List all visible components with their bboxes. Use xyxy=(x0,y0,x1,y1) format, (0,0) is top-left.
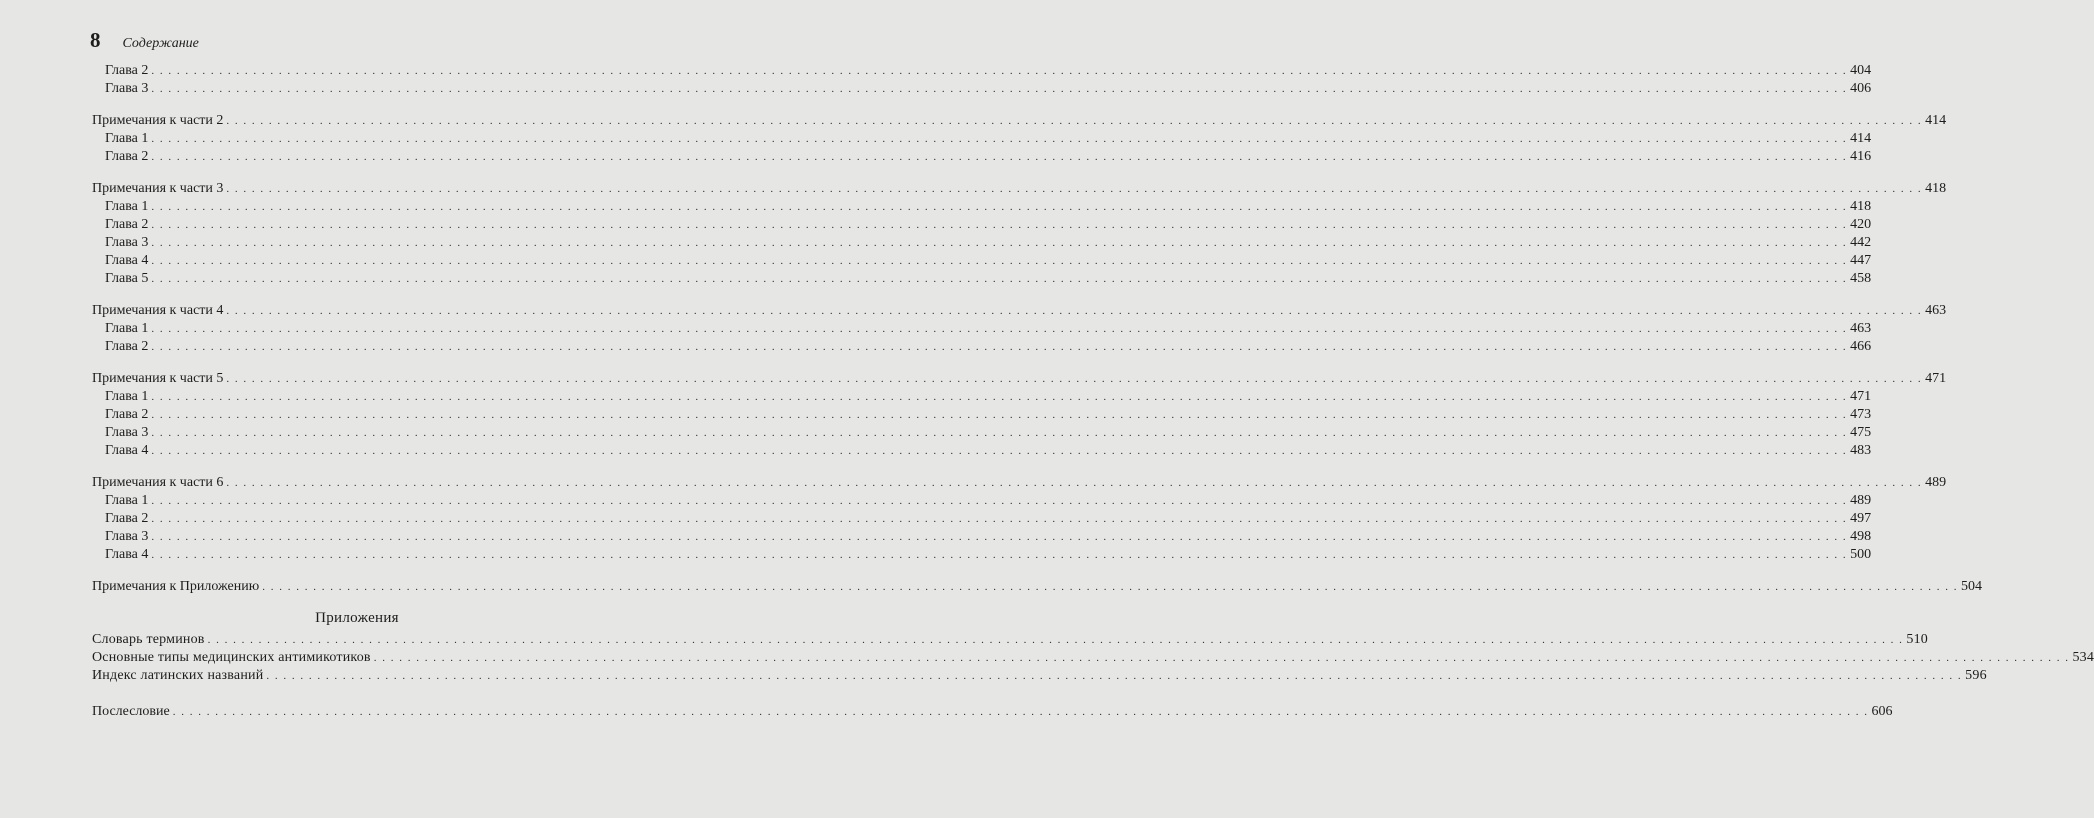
toc-entry-label: Индекс латинских названий xyxy=(92,668,264,683)
toc-entry-label: Глава 3 xyxy=(105,425,149,440)
toc-chapter-entry xyxy=(92,234,1872,252)
toc-entry-label: Словарь терминов xyxy=(92,632,205,647)
toc-page-number: 497 xyxy=(1850,511,1872,526)
toc-part-heading xyxy=(92,112,1947,130)
dot-leader: . . . . . . . . . . . . . . . . . . . . . . . . . . . . . . . . . . . . . . . . . . . . . . . . . . . . . . . . . . . . . . . . . . . . . . . . . . . . . . . . . . . . . . . . . . . . . . . . . . . . . . . . . . . . . . . . . . . . . . . . . . . . . . . . . . . . . . . . . . . . . . . . . . . . . . . . . . . . . . . . . . . . . . . . . . . . . . . . . . . . . . . . . . . . . . . . . . . . . . . . xyxy=(151,513,1848,525)
appendix-entry xyxy=(92,649,2094,667)
dot-leader: . . . . . . . . . . . . . . . . . . . . . . . . . . . . . . . . . . . . . . . . . . . . . . . . . . . . . . . . . . . . . . . . . . . . . . . . . . . . . . . . . . . . . . . . . . . . . . . . . . . . . . . . . . . . . . . . . . . . . . . . . . . . . . . . . . . . . . . . . . . . . . . . . . . . . . . . . . . . . . . . . . . . . . . . . . . . . . . . . . . . . . . . . . . . . . . . . . . . . . . . xyxy=(226,305,1923,317)
toc-page-number: 420 xyxy=(1850,217,1872,232)
afterword-entry xyxy=(92,703,1893,721)
toc-chapter-entry xyxy=(92,216,1872,234)
toc-page-number: 489 xyxy=(1925,475,1947,490)
dot-leader: . . . . . . . . . . . . . . . . . . . . . . . . . . . . . . . . . . . . . . . . . . . . . . . . . . . . . . . . . . . . . . . . . . . . . . . . . . . . . . . . . . . . . . . . . . . . . . . . . . . . . . . . . . . . . . . . . . . . . . . . . . . . . . . . . . . . . . . . . . . . . . . . . . . . . . . . . . . . . . . . . . . . . . . . . . . . . . . . . . . . . . . . . . . . . . . . . . . . . . . . xyxy=(151,391,1848,403)
toc-chapter-entry xyxy=(92,406,1872,424)
toc-entry-label: Примечания к части 2 xyxy=(92,113,224,128)
toc-entry-label: Послесловие xyxy=(92,704,170,719)
toc-page-number: 510 xyxy=(1906,632,1928,647)
toc-group xyxy=(92,302,1947,356)
table-of-contents xyxy=(92,62,2094,721)
toc-page-number: 534 xyxy=(2072,650,2094,665)
toc-entry-label: Глава 2 xyxy=(105,217,149,232)
dot-leader: . . . . . . . . . . . . . . . . . . . . . . . . . . . . . . . . . . . . . . . . . . . . . . . . . . . . . . . . . . . . . . . . . . . . . . . . . . . . . . . . . . . . . . . . . . . . . . . . . . . . . . . . . . . . . . . . . . . . . . . . . . . . . . . . . . . . . . . . . . . . . . . . . . . . . . . . . . . . . . . . . . . . . . . . . . . . . . . . . . . . . . . . . . . . . . . . . . . . . . . . xyxy=(151,83,1848,95)
toc-entry-label: Глава 1 xyxy=(105,389,149,404)
dot-leader: . . . . . . . . . . . . . . . . . . . . . . . . . . . . . . . . . . . . . . . . . . . . . . . . . . . . . . . . . . . . . . . . . . . . . . . . . . . . . . . . . . . . . . . . . . . . . . . . . . . . . . . . . . . . . . . . . . . . . . . . . . . . . . . . . . . . . . . . . . . . . . . . . . . . . . . . . . . . . . . . . . . . . . . . . . . . . . . . . . . . . . . . . . . . . . . . . . . . . . . . xyxy=(226,373,1923,385)
dot-leader: . . . . . . . . . . . . . . . . . . . . . . . . . . . . . . . . . . . . . . . . . . . . . . . . . . . . . . . . . . . . . . . . . . . . . . . . . . . . . . . . . . . . . . . . . . . . . . . . . . . . . . . . . . . . . . . . . . . . . . . . . . . . . . . . . . . . . . . . . . . . . . . . . . . . . . . . . . . . . . . . . . . . . . . . . . . . . . . . . . . . . . . . . . . . . . . . . . . . . . . . xyxy=(151,549,1848,561)
toc-entry-label: Глава 3 xyxy=(105,81,149,96)
toc-group xyxy=(92,578,1982,596)
toc-entry-label: Примечания к Приложению xyxy=(92,579,260,594)
appendix-entry xyxy=(92,667,1987,685)
toc-page-number: 471 xyxy=(1850,389,1872,404)
toc-chapter-entry xyxy=(92,80,1872,98)
toc-entry-label: Примечания к части 4 xyxy=(92,303,224,318)
toc-chapter-entry xyxy=(92,442,1872,460)
toc-part-heading xyxy=(92,474,1947,492)
toc-page-number: 406 xyxy=(1850,81,1872,96)
toc-entry-label: Глава 2 xyxy=(105,407,149,422)
toc-part-heading xyxy=(92,370,1947,388)
page-number: 8 xyxy=(90,28,101,52)
appendix-list xyxy=(92,631,2094,685)
toc-entry-label: Глава 3 xyxy=(105,529,149,544)
dot-leader: . . . . . . . . . . . . . . . . . . . . . . . . . . . . . . . . . . . . . . . . . . . . . . . . . . . . . . . . . . . . . . . . . . . . . . . . . . . . . . . . . . . . . . . . . . . . . . . . . . . . . . . . . . . . . . . . . . . . . . . . . . . . . . . . . . . . . . . . . . . . . . . . . . . . . . . . . . . . . . . . . . . . . . . . . . . . . . . . . . . . . . . . . . . . . . . . . . . . . . . . xyxy=(172,706,1869,718)
toc-entry-label: Глава 1 xyxy=(105,321,149,336)
dot-leader: . . . . . . . . . . . . . . . . . . . . . . . . . . . . . . . . . . . . . . . . . . . . . . . . . . . . . . . . . . . . . . . . . . . . . . . . . . . . . . . . . . . . . . . . . . . . . . . . . . . . . . . . . . . . . . . . . . . . . . . . . . . . . . . . . . . . . . . . . . . . . . . . . . . . . . . . . . . . . . . . . . . . . . . . . . . . . . . . . . . . . . . . . . . . . . . . . . . . . . . . xyxy=(151,341,1848,353)
dot-leader: . . . . . . . . . . . . . . . . . . . . . . . . . . . . . . . . . . . . . . . . . . . . . . . . . . . . . . . . . . . . . . . . . . . . . . . . . . . . . . . . . . . . . . . . . . . . . . . . . . . . . . . . . . . . . . . . . . . . . . . . . . . . . . . . . . . . . . . . . . . . . . . . . . . . . . . . . . . . . . . . . . . . . . . . . . . . . . . . . . . . . . . . . . . . . . . . . . . . . . . . xyxy=(151,323,1848,335)
toc-chapter-entry xyxy=(92,528,1872,546)
dot-leader: . . . . . . . . . . . . . . . . . . . . . . . . . . . . . . . . . . . . . . . . . . . . . . . . . . . . . . . . . . . . . . . . . . . . . . . . . . . . . . . . . . . . . . . . . . . . . . . . . . . . . . . . . . . . . . . . . . . . . . . . . . . . . . . . . . . . . . . . . . . . . . . . . . . . . . . . . . . . . . . . . . . . . . . . . . . . . . . . . . . . . . . . . . . . . . . . . . . . . . . . xyxy=(151,445,1848,457)
toc-chapter-entry xyxy=(92,424,1872,442)
toc-page-number: 504 xyxy=(1960,579,1982,594)
toc-page-number: 442 xyxy=(1850,235,1872,250)
toc-group xyxy=(92,370,1947,460)
toc-page-number: 414 xyxy=(1925,113,1947,128)
toc-page-number: 489 xyxy=(1850,493,1872,508)
dot-leader: . . . . . . . . . . . . . . . . . . . . . . . . . . . . . . . . . . . . . . . . . . . . . . . . . . . . . . . . . . . . . . . . . . . . . . . . . . . . . . . . . . . . . . . . . . . . . . . . . . . . . . . . . . . . . . . . . . . . . . . . . . . . . . . . . . . . . . . . . . . . . . . . . . . . . . . . . . . . . . . . . . . . . . . . . . . . . . . . . . . . . . . . . . . . . . . . . . . . . . . . xyxy=(226,477,1923,489)
toc-group xyxy=(92,62,1872,98)
dot-leader: . . . . . . . . . . . . . . . . . . . . . . . . . . . . . . . . . . . . . . . . . . . . . . . . . . . . . . . . . . . . . . . . . . . . . . . . . . . . . . . . . . . . . . . . . . . . . . . . . . . . . . . . . . . . . . . . . . . . . . . . . . . . . . . . . . . . . . . . . . . . . . . . . . . . . . . . . . . . . . . . . . . . . . . . . . . . . . . . . . . . . . . . . . . . . . . . . . . . . . . . xyxy=(262,581,1958,593)
toc-page-number: 404 xyxy=(1850,63,1872,78)
toc-part-heading xyxy=(92,578,1982,596)
afterword-section xyxy=(92,703,1893,721)
dot-leader: . . . . . . . . . . . . . . . . . . . . . . . . . . . . . . . . . . . . . . . . . . . . . . . . . . . . . . . . . . . . . . . . . . . . . . . . . . . . . . . . . . . . . . . . . . . . . . . . . . . . . . . . . . . . . . . . . . . . . . . . . . . . . . . . . . . . . . . . . . . . . . . . . . . . . . . . . . . . . . . . . . . . . . . . . . . . . . . . . . . . . . . . . . . . . . . . . . . . . . . . xyxy=(151,531,1848,543)
toc-page-number: 463 xyxy=(1925,303,1947,318)
toc-page-number: 475 xyxy=(1850,425,1872,440)
dot-leader: . . . . . . . . . . . . . . . . . . . . . . . . . . . . . . . . . . . . . . . . . . . . . . . . . . . . . . . . . . . . . . . . . . . . . . . . . . . . . . . . . . . . . . . . . . . . . . . . . . . . . . . . . . . . . . . . . . . . . . . . . . . . . . . . . . . . . . . . . . . . . . . . . . . . . . . . . . . . . . . . . . . . . . . . . . . . . . . . . . . . . . . . . . . . . . . . . . . . . . . . xyxy=(151,237,1848,249)
toc-page-number: 414 xyxy=(1850,131,1872,146)
toc-entry-label: Основные типы медицинских антимикотиков xyxy=(92,650,371,665)
dot-leader: . . . . . . . . . . . . . . . . . . . . . . . . . . . . . . . . . . . . . . . . . . . . . . . . . . . . . . . . . . . . . . . . . . . . . . . . . . . . . . . . . . . . . . . . . . . . . . . . . . . . . . . . . . . . . . . . . . . . . . . . . . . . . . . . . . . . . . . . . . . . . . . . . . . . . . . . . . . . . . . . . . . . . . . . . . . . . . . . . . . . . . . . . . . . . . . . . . . . . . . . xyxy=(151,201,1848,213)
dot-leader: . . . . . . . . . . . . . . . . . . . . . . . . . . . . . . . . . . . . . . . . . . . . . . . . . . . . . . . . . . . . . . . . . . . . . . . . . . . . . . . . . . . . . . . . . . . . . . . . . . . . . . . . . . . . . . . . . . . . . . . . . . . . . . . . . . . . . . . . . . . . . . . . . . . . . . . . . . . . . . . . . . . . . . . . . . . . . . . . . . . . . . . . . . . . . . . . . . . . . . . . xyxy=(151,495,1848,507)
toc-entry-label: Глава 2 xyxy=(105,339,149,354)
toc-chapter-entry xyxy=(92,252,1872,270)
toc-page-number: 498 xyxy=(1850,529,1872,544)
dot-leader: . . . . . . . . . . . . . . . . . . . . . . . . . . . . . . . . . . . . . . . . . . . . . . . . . . . . . . . . . . . . . . . . . . . . . . . . . . . . . . . . . . . . . . . . . . . . . . . . . . . . . . . . . . . . . . . . . . . . . . . . . . . . . . . . . . . . . . . . . . . . . . . . . . . . . . . . . . . . . . . . . . . . . . . . . . . . . . . . . . . . . . . . . . . . . . . . . . . . . . . . xyxy=(151,255,1848,267)
toc-chapter-entry xyxy=(92,62,1872,80)
toc-entry-label: Глава 1 xyxy=(105,493,149,508)
dot-leader: . . . . . . . . . . . . . . . . . . . . . . . . . . . . . . . . . . . . . . . . . . . . . . . . . . . . . . . . . . . . . . . . . . . . . . . . . . . . . . . . . . . . . . . . . . . . . . . . . . . . . . . . . . . . . . . . . . . . . . . . . . . . . . . . . . . . . . . . . . . . . . . . . . . . . . . . . . . . . . . . . . . . . . . . . . . . . . . . . . . . . . . . . . . . . . . . . . . . . . . . xyxy=(226,115,1923,127)
toc-entry-label: Примечания к части 3 xyxy=(92,181,224,196)
toc-page-number: 458 xyxy=(1850,271,1872,286)
dot-leader: . . . . . . . . . . . . . . . . . . . . . . . . . . . . . . . . . . . . . . . . . . . . . . . . . . . . . . . . . . . . . . . . . . . . . . . . . . . . . . . . . . . . . . . . . . . . . . . . . . . . . . . . . . . . . . . . . . . . . . . . . . . . . . . . . . . . . . . . . . . . . . . . . . . . . . . . . . . . . . . . . . . . . . . . . . . . . . . . . . . . . . . . . . . . . . . . . . . . . . . . xyxy=(373,652,2070,664)
dot-leader: . . . . . . . . . . . . . . . . . . . . . . . . . . . . . . . . . . . . . . . . . . . . . . . . . . . . . . . . . . . . . . . . . . . . . . . . . . . . . . . . . . . . . . . . . . . . . . . . . . . . . . . . . . . . . . . . . . . . . . . . . . . . . . . . . . . . . . . . . . . . . . . . . . . . . . . . . . . . . . . . . . . . . . . . . . . . . . . . . . . . . . . . . . . . . . . . . . . . . . . . xyxy=(151,273,1848,285)
toc-part-heading xyxy=(92,302,1947,320)
dot-leader: . . . . . . . . . . . . . . . . . . . . . . . . . . . . . . . . . . . . . . . . . . . . . . . . . . . . . . . . . . . . . . . . . . . . . . . . . . . . . . . . . . . . . . . . . . . . . . . . . . . . . . . . . . . . . . . . . . . . . . . . . . . . . . . . . . . . . . . . . . . . . . . . . . . . . . . . . . . . . . . . . . . . . . . . . . . . . . . . . . . . . . . . . . . . . . . . . . . . . . . . xyxy=(151,409,1848,421)
toc-page-number: 416 xyxy=(1850,149,1872,164)
toc-group xyxy=(92,474,1947,564)
dot-leader: . . . . . . . . . . . . . . . . . . . . . . . . . . . . . . . . . . . . . . . . . . . . . . . . . . . . . . . . . . . . . . . . . . . . . . . . . . . . . . . . . . . . . . . . . . . . . . . . . . . . . . . . . . . . . . . . . . . . . . . . . . . . . . . . . . . . . . . . . . . . . . . . . . . . . . . . . . . . . . . . . . . . . . . . . . . . . . . . . . . . . . . . . . . . . . . . . . . . . . . . xyxy=(226,183,1923,195)
toc-entry-label: Глава 1 xyxy=(105,131,149,146)
toc-page-number: 483 xyxy=(1850,443,1872,458)
toc-chapter-entry xyxy=(92,492,1872,510)
toc-chapter-entry xyxy=(92,198,1872,216)
toc-entry-label: Глава 2 xyxy=(105,63,149,78)
toc-entry-label: Глава 3 xyxy=(105,235,149,250)
toc-page-number: 463 xyxy=(1850,321,1872,336)
toc-page-number: 606 xyxy=(1871,704,1893,719)
toc-page-number: 596 xyxy=(1965,668,1987,683)
toc-entry-label: Глава 1 xyxy=(105,199,149,214)
dot-leader: . . . . . . . . . . . . . . . . . . . . . . . . . . . . . . . . . . . . . . . . . . . . . . . . . . . . . . . . . . . . . . . . . . . . . . . . . . . . . . . . . . . . . . . . . . . . . . . . . . . . . . . . . . . . . . . . . . . . . . . . . . . . . . . . . . . . . . . . . . . . . . . . . . . . . . . . . . . . . . . . . . . . . . . . . . . . . . . . . . . . . . . . . . . . . . . . . . . . . . . . xyxy=(207,634,1904,646)
toc-entry-label: Глава 4 xyxy=(105,547,149,562)
toc-page-number: 418 xyxy=(1925,181,1947,196)
dot-leader: . . . . . . . . . . . . . . . . . . . . . . . . . . . . . . . . . . . . . . . . . . . . . . . . . . . . . . . . . . . . . . . . . . . . . . . . . . . . . . . . . . . . . . . . . . . . . . . . . . . . . . . . . . . . . . . . . . . . . . . . . . . . . . . . . . . . . . . . . . . . . . . . . . . . . . . . . . . . . . . . . . . . . . . . . . . . . . . . . . . . . . . . . . . . . . . . . . . . . . . . xyxy=(151,65,1848,77)
toc-chapter-entry xyxy=(92,270,1872,288)
dot-leader: . . . . . . . . . . . . . . . . . . . . . . . . . . . . . . . . . . . . . . . . . . . . . . . . . . . . . . . . . . . . . . . . . . . . . . . . . . . . . . . . . . . . . . . . . . . . . . . . . . . . . . . . . . . . . . . . . . . . . . . . . . . . . . . . . . . . . . . . . . . . . . . . . . . . . . . . . . . . . . . . . . . . . . . . . . . . . . . . . . . . . . . . . . . . . . . . . . . . . . . . xyxy=(151,151,1848,163)
toc-page-number: 500 xyxy=(1850,547,1872,562)
toc-page-number: 471 xyxy=(1925,371,1947,386)
toc-entry-label: Глава 2 xyxy=(105,511,149,526)
toc-chapter-entry xyxy=(92,148,1872,166)
toc-entry-label: Глава 2 xyxy=(105,149,149,164)
dot-leader: . . . . . . . . . . . . . . . . . . . . . . . . . . . . . . . . . . . . . . . . . . . . . . . . . . . . . . . . . . . . . . . . . . . . . . . . . . . . . . . . . . . . . . . . . . . . . . . . . . . . . . . . . . . . . . . . . . . . . . . . . . . . . . . . . . . . . . . . . . . . . . . . . . . . . . . . . . . . . . . . . . . . . . . . . . . . . . . . . . . . . . . . . . . . . . . . . . . . . . . . xyxy=(151,427,1848,439)
toc-chapter-entry xyxy=(92,130,1872,148)
toc-page-number: 473 xyxy=(1850,407,1872,422)
toc-entry-label: Примечания к части 6 xyxy=(92,475,224,490)
appendix-heading: Приложения xyxy=(315,610,399,626)
toc-chapter-entry xyxy=(92,338,1872,356)
toc-page-number: 447 xyxy=(1850,253,1872,268)
toc-entry-label: Глава 4 xyxy=(105,253,149,268)
running-title: Содержание xyxy=(122,36,199,51)
toc-entry-label: Глава 4 xyxy=(105,443,149,458)
toc-chapter-entry xyxy=(92,510,1872,528)
toc-page-number: 418 xyxy=(1850,199,1872,214)
appendix-entry xyxy=(92,631,1928,649)
toc-chapter-entry xyxy=(92,388,1872,406)
page-header xyxy=(90,28,199,53)
toc-group xyxy=(92,180,1947,288)
toc-page-number: 466 xyxy=(1850,339,1872,354)
toc-part-heading xyxy=(92,180,1947,198)
dot-leader: . . . . . . . . . . . . . . . . . . . . . . . . . . . . . . . . . . . . . . . . . . . . . . . . . . . . . . . . . . . . . . . . . . . . . . . . . . . . . . . . . . . . . . . . . . . . . . . . . . . . . . . . . . . . . . . . . . . . . . . . . . . . . . . . . . . . . . . . . . . . . . . . . . . . . . . . . . . . . . . . . . . . . . . . . . . . . . . . . . . . . . . . . . . . . . . . . . . . . . . . xyxy=(266,670,1963,682)
toc-entry-label: Примечания к части 5 xyxy=(92,371,224,386)
toc-chapter-entry xyxy=(92,546,1872,564)
dot-leader: . . . . . . . . . . . . . . . . . . . . . . . . . . . . . . . . . . . . . . . . . . . . . . . . . . . . . . . . . . . . . . . . . . . . . . . . . . . . . . . . . . . . . . . . . . . . . . . . . . . . . . . . . . . . . . . . . . . . . . . . . . . . . . . . . . . . . . . . . . . . . . . . . . . . . . . . . . . . . . . . . . . . . . . . . . . . . . . . . . . . . . . . . . . . . . . . . . . . . . . . xyxy=(151,219,1848,231)
toc-group xyxy=(92,112,1947,166)
dot-leader: . . . . . . . . . . . . . . . . . . . . . . . . . . . . . . . . . . . . . . . . . . . . . . . . . . . . . . . . . . . . . . . . . . . . . . . . . . . . . . . . . . . . . . . . . . . . . . . . . . . . . . . . . . . . . . . . . . . . . . . . . . . . . . . . . . . . . . . . . . . . . . . . . . . . . . . . . . . . . . . . . . . . . . . . . . . . . . . . . . . . . . . . . . . . . . . . . . . . . . . . xyxy=(151,133,1848,145)
toc-chapter-entry xyxy=(92,320,1872,338)
toc-entry-label: Глава 5 xyxy=(105,271,149,286)
